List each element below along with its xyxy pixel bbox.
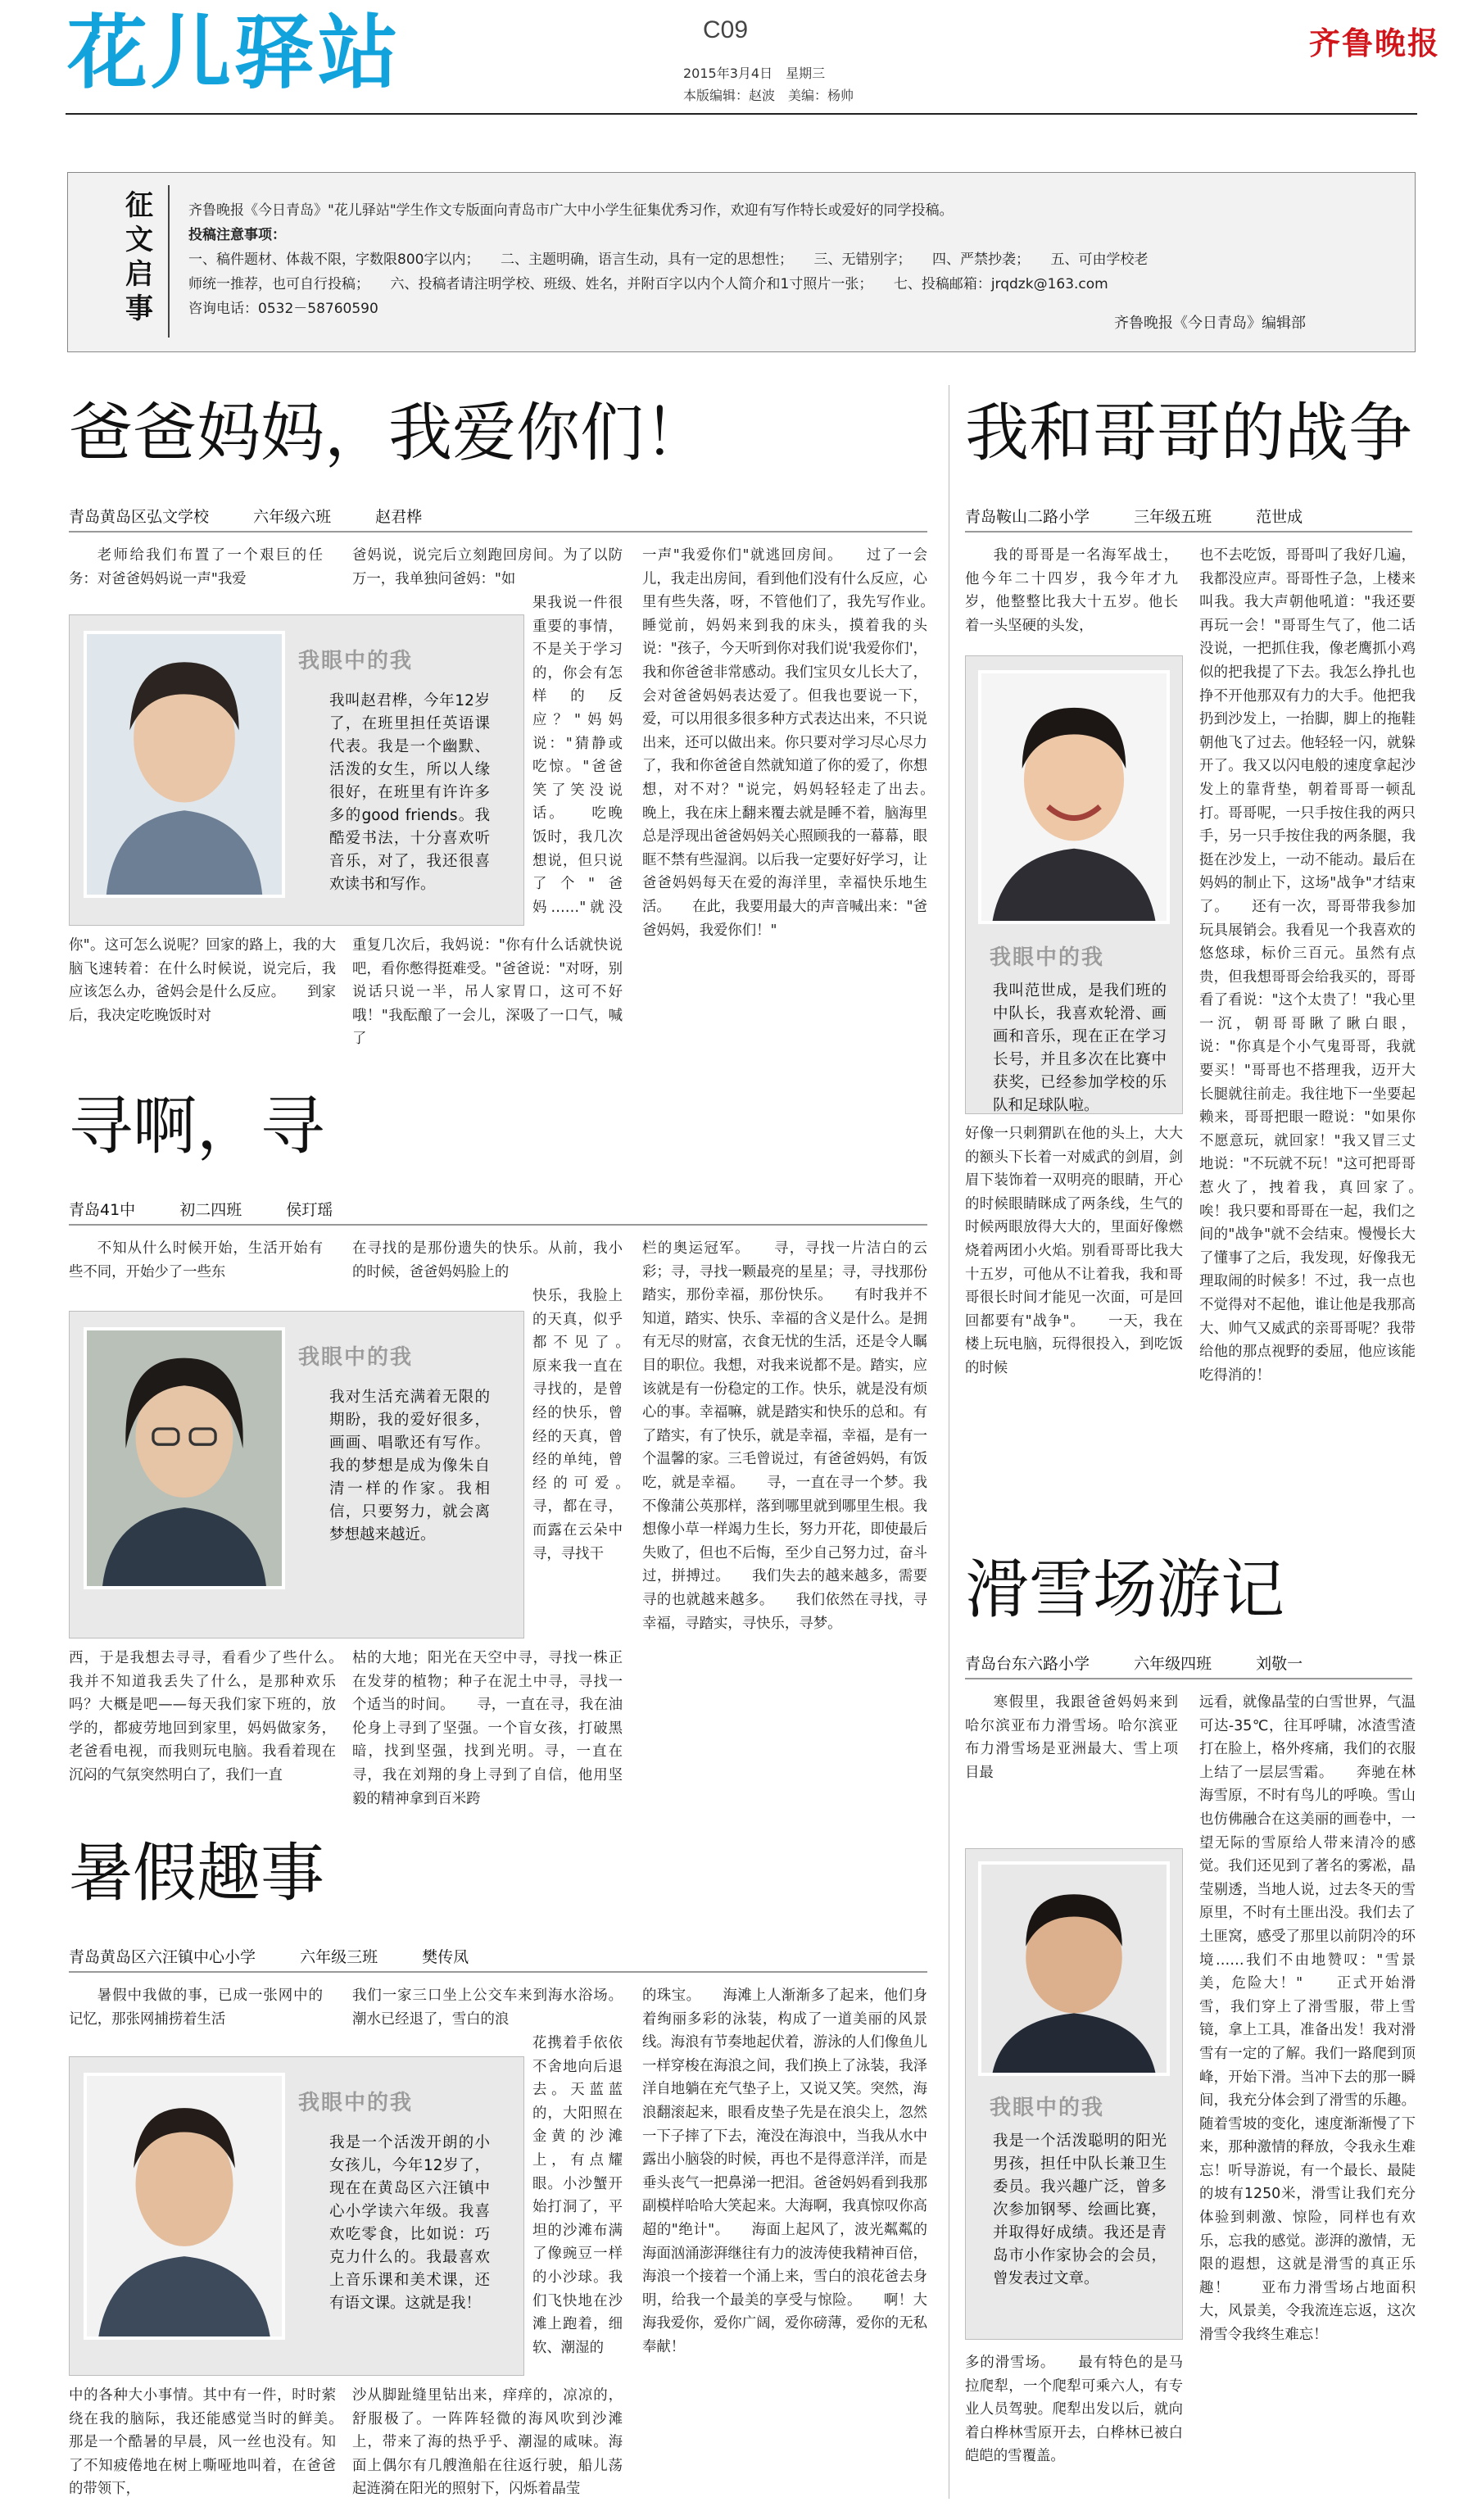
profile-title: 我眼中的我 <box>298 2091 414 2115</box>
byline-rule <box>69 531 927 533</box>
profile-text: 我叫赵君桦，今年12岁了，在班里担任英语课代表。我是一个幽默、活泼的女生，所以人缘很好，在班里有许许多多的good friends。我酷爱书法，十分喜欢听音乐，对了，我还很喜欢读书和写作。 <box>329 692 490 893</box>
editor-credits: 本版编辑：赵波 美编：杨帅 <box>683 88 854 103</box>
article-headline: 暑假趣事 <box>69 1837 325 1910</box>
byline-author: 赵君桦 <box>375 508 423 526</box>
article-body: 栏的奥运冠军。 寻，寻找一片洁白的云彩；寻，寻找一颗最亮的星星；寻，寻找那份踏实，那份幸福，那份快乐。 有时我并不知道，踏实、快乐、幸福的含义是什么。是拥有无尽的财富，衣食无忧的生活，还是令人瞩目的职位。我想，对我来说都不是。踏实，应该就是有一份稳定的工作。快乐，就是没有烦心的事。幸福嘛，就是踏实和快乐的总和。有了踏实，有了快乐，就是幸福，幸福，是有一个温馨的家。三毛曾说过，有爸爸妈妈，有饭吃，就是幸福。 寻，一直在寻一个梦。我不像蒲公英那样，落到哪里就到哪里生根。我想像小草一样竭力生长，努力开花，即使最后失败了，但也不后悔，至少自己努力过，奋斗过，拼搏过。 我们失去的越来越多，需要寻的也就越来越多。 我们依然在寻找，寻幸福，寻踏实，寻快乐，寻梦。 <box>642 1240 927 1632</box>
article-body: 一声"我爱你们"就逃回房间。 过了一会儿，我走出房间，看到他们没有什么反应，心里有些失落，呀，不管他们了，我先写作业。 睡觉前，妈妈来到我的床头，摸着我的头说："孩子，今天听到你对我们说'我爱你们'，我和你爸爸非常感动。我们宝贝女儿长大了，会对爸爸妈妈表达爱了。但我也要说一下，爱，可以用很多很多种方式表达出来，不只说出来，还可以做出来。你只要对学习尽心尽力了，我和你爸爸自然就知道了你的爱了，你想想，对不对？"说完，妈妈轻轻走了出去。 晚上，我在床上翻来覆去就是睡不着，脑海里总是浮现出爸爸妈妈关心照顾我的一幕幕，眼眶不禁有些湿润。以后我一定要好好学习，让爸爸妈妈每天在爱的海洋里，幸福快乐地生活。 在此，我要用最大的声音喊出来："爸爸妈妈，我爱你们！" <box>642 547 927 939</box>
byline-grade: 六年级六班 <box>253 508 332 526</box>
article-body: 果我说一件很重要的事情，不是关于学习的，你会有怎样的反应？"妈妈说："猜静或吃惊。"爸爸笑了笑没说话。 吃晚饭时，我几次想说，但只说了个"爸妈……"就没 <box>532 595 623 916</box>
student-photo <box>84 1327 285 1589</box>
article-body: 重复几次后，我妈说："你有什么话就快说吧，看你憋得挺难受。"爸爸说："对呀，别说话只说一半，吊人家胃口，这可不好哦！"我酝酿了一会儿，深吸了一口气，喊了 <box>352 937 623 1048</box>
notice-signature: 齐鲁晚报《今日青岛》编辑部 <box>1114 315 1306 332</box>
section-title: 花儿驿站 <box>67 7 402 100</box>
article-body: 暑假中我做的事，已成一张网中的记忆，那张网捕捞着生活 <box>69 1987 323 2028</box>
profile-title: 我眼中的我 <box>298 1345 414 1370</box>
article-byline <box>965 505 1342 527</box>
notice-label: 征文启事 <box>125 189 153 325</box>
notice-line: 齐鲁晚报《今日青岛》"花儿驿站"学生作文专版面向青岛市广大中小学生征集优秀习作，欢迎有写作特长或爱好的同学投稿。 <box>188 202 954 219</box>
article-body: 不知从什么时候开始，生活开始有些不同，开始少了一些东 <box>69 1240 323 1280</box>
article-body: 中的各种大小事情。其中有一件，时时萦绕在我的脑际，我还能感觉当时的鲜美。 那是一个酷暑的早晨，风一丝也没有。知了不知疲倦地在树上嘶哑地叫着，在爸爸的带领下， <box>69 2387 336 2498</box>
article-body: 我的哥哥是一名海军战士，他今年二十四岁，我今年才九岁，他整整比我大十五岁。他长着一头坚硬的头发， <box>965 547 1178 634</box>
profile-text: 我叫范世成，是我们班的中队长，我喜欢轮滑、画画和音乐，现在正在学习长号，并且多次在比赛中获奖，已经参加学校的乐队和足球队啦。 <box>993 982 1167 1114</box>
byline-grade: 六年级三班 <box>300 1948 378 1966</box>
byline-rule <box>69 1224 927 1226</box>
byline-author: 刘敬一 <box>1256 1655 1303 1673</box>
article-body: 枯的大地；阳光在天空中寻，寻找一株正在发芽的植物；种子在泥土中寻，寻找一个适当的时间。 寻，一直在寻，我在油伦身上寻到了坚强。一个盲女孩，打破黑暗，找到坚强，找到光明。寻，一直在寻，我在刘翔的身上寻到了自信，他用坚毅的精神拿到百米跨 <box>352 1650 623 1807</box>
article-body: 的珠宝。 海滩上人渐渐多了起来，他们身着绚丽多彩的泳装，构成了一道美丽的风景线。海浪有节奏地起伏着，游泳的人们像鱼儿一样穿梭在海浪之间，我们换上了泳装，我泽洋自地躺在充气垫子上，又说又笑。突然，海浪翻滚起来，眼看皮垫子先是在浪尖上，忽然一下子摔了下去，淹没在海浪中，当我从水中露出小脑袋的时候，再也不是得意洋洋，而是垂头丧气一把鼻涕一把泪。爸爸妈妈看到我那副模样哈哈大笑起来。大海啊，我真惊叹你高超的"绝计"。 海面上起风了，波光粼粼的海面汹涌澎湃继往有力的波涛使我精神百倍，海浪一个接着一个涌上来，雪白的浪花爸去身明，给我一个最美的享受与惊险。 啊！大海我爱你，爱你广阔，爱你磅薄，爱你的无私奉献！ <box>642 1987 927 2355</box>
article-body: 寒假里，我跟爸爸妈妈来到哈尔滨亚布力滑雪场。哈尔滨亚布力滑雪场是亚洲最大、雪上项目最 <box>965 1694 1178 1781</box>
byline-school: 青岛鞍山二路小学 <box>965 508 1090 526</box>
byline-grade: 三年级五班 <box>1134 508 1212 526</box>
student-photo <box>84 631 285 898</box>
byline-rule <box>965 1678 1412 1679</box>
article-byline <box>69 505 461 527</box>
byline-school: 青岛黄岛区六汪镇中心小学 <box>69 1948 256 1966</box>
byline-author: 范世成 <box>1256 508 1303 526</box>
article-body: 快乐，我脸上的天真，似乎都不见了。 原来我一直在寻找的，是曾经的快乐，曾经的天真，曾经的单纯，曾经的可爱。 寻，都在寻，而露在云朵中寻，寻找干 <box>532 1288 623 1562</box>
notice-line: 一、稿件题材、体裁不限，字数限800字以内； 二、主题明确，语言生动，具有一定的思想性； 三、无错别字； 四、严禁抄袭； 五、可由学校老 <box>188 252 1149 268</box>
article-body: 在寻找的是那份遗失的快乐。从前，我小的时候，爸爸妈妈脸上的 <box>352 1240 623 1280</box>
student-photo <box>978 670 1170 924</box>
student-photo <box>978 1861 1170 2076</box>
byline-school: 青岛41中 <box>69 1201 136 1219</box>
profile-title: 我眼中的我 <box>990 945 1105 970</box>
article-byline <box>69 1198 372 1220</box>
byline-grade: 六年级四班 <box>1134 1655 1212 1673</box>
article-body: 爸妈说，说完后立刻跑回房间。为了以防万一，我单独问爸妈："如 <box>352 547 623 587</box>
byline-grade: 初二四班 <box>179 1201 242 1219</box>
article-body: 沙从脚趾缝里钻出来，痒痒的，凉凉的，舒服极了。一阵阵轻微的海风吹到沙滩上，带来了海的热乎乎、潮湿的咸味。海面上偶尔有几艘渔船在往返行驶，船儿荡起涟漪在阳光的照射下，闪烁着晶莹 <box>352 2387 623 2498</box>
page-number: C09 <box>703 16 749 43</box>
byline-school: 青岛台东六路小学 <box>965 1655 1090 1673</box>
profile-title: 我眼中的我 <box>990 2096 1105 2120</box>
profile-text: 我对生活充满着无限的期盼，我的爱好很多，画画、唱歌还有写作。我的梦想是成为像朱自清一样的作家。我相信，只要努力，就会离梦想越来越近。 <box>329 1389 490 1543</box>
article-byline <box>965 1652 1342 1674</box>
article-headline: 爸爸妈妈，我爱你们！ <box>69 397 709 470</box>
article-byline <box>69 1945 508 1967</box>
issue-date: 2015年3月4日 星期三 <box>683 66 826 81</box>
notice-line: 咨询电话：0532－58760590 <box>188 301 378 317</box>
byline-author: 侯玎瑶 <box>286 1201 333 1219</box>
article-body: 多的滑雪场。 最有特色的是马拉爬犁，一个爬犁可乘六人，有专业人员驾驶。爬犁出发以后，就向着白桦林雪原开去，白桦林已被白皑皑的雪覆盖。 <box>965 2355 1183 2465</box>
article-headline: 滑雪场游记 <box>965 1553 1285 1627</box>
notice-line: 投稿注意事项： <box>188 227 286 243</box>
profile-text: 我是一个活泼开朗的小女孩儿，今年12岁了，现在在黄岛区六汪镇中心小学读六年级。我喜欢吃零食，比如说：巧克力什么的。我最喜欢上音乐课和美术课，还有语文课。这就是我！ <box>329 2134 490 2312</box>
newspaper-logo: 齐鲁晚报 <box>1309 25 1441 61</box>
byline-author: 樊传凤 <box>422 1948 469 1966</box>
notice-body <box>188 198 1360 321</box>
article-body: 西，于是我想去寻寻，看看少了些什么。 我并不知道我丢失了什么，是那种欢乐吗？大概是吧——每天我们家下班的，放学的，都疲劳地回到家里，妈妈做家务，老爸看电视，而我则玩电脑。我看着现在沉闷的气氛突然明白了，我们一直 <box>69 1650 336 1783</box>
article-body: 也不去吃饭，哥哥叫了我好几遍，我都没应声。哥哥性子急，上楼来叫我。我大声朝他吼道："我还要再玩一会！"哥哥生气了，他二话没说，一把抓住我，像老鹰抓小鸡似的把我提了下去。我怎么挣扎也挣不开他那双有力的大手。他把我扔到沙发上，一抬脚，脚上的拖鞋朝他飞了过去。他轻轻一闪，就躲开了。我又以闪电般的速度拿起沙发上的靠背垫，朝着哥哥一顿乱打。哥哥呢，一只手按住我的两只手，另一只手按住我的两条腿，我挺在沙发上，一动不能动。最后在妈妈的制止下，这场"战争"才结束了。 还有一次，哥哥带我参加玩具展销会。我看见一个我喜欢的悠悠球，标价三百元。虽然有点贵，但我想哥哥会给我买的，哥哥看了看说："这个太贵了！"我心里一沉，朝哥哥瞅了瞅白眼，说："你真是个小气鬼哥哥，我就要买！"哥哥也不搭理我，迈开大长腿就往前走。我往地下一坐要起赖来，哥哥把眼一瞪说："如果你不愿意玩，就回家！"我又冒三丈地说："不玩就不玩！"这可把哥哥惹火了，拽着我，真回家了。 唉！我只要和哥哥在一起，我们之间的"战争"就不会结束。慢慢长大了懂事了之后，我发现，好像我无理取闹的时候多！不过，我一点也不觉得对不起他，谁让他是我那高大、帅气又威武的亲哥哥呢？我带给他的那点视野的委屈，他应该能吃得消的！ <box>1199 547 1416 1384</box>
article-body: 我们一家三口坐上公交车来到海水浴场。潮水已经退了，雪白的浪 <box>352 1987 623 2028</box>
notice-divider <box>168 185 170 338</box>
article-headline: 寻啊，寻 <box>69 1090 325 1163</box>
article-body: 花携着手依依不舍地向后退去。天蓝蓝的，大阳照在金黄的沙滩上，有点耀眼。小沙蟹开始打洞了，平坦的沙滩布满了像豌豆一样的小沙球。我们飞快地在沙滩上跑着，细软、潮湿的 <box>532 2035 623 2356</box>
byline-rule <box>965 531 1412 533</box>
article-body: 好像一只刺猬趴在他的头上，大大的额头下长着一对威武的剑眉，剑眉下装饰着一双明亮的眼睛，开心的时候眼睛眯成了两条线，生气的时候两眼放得大大的，里面好像燃烧着两团小火焰。别看哥哥比我大十五岁，可他从不让着我，我和哥哥很长时间才能见一次面，可是回回都要有"战争"。 一天，我在楼上玩电脑，玩得很投入，到吃饭的时候 <box>965 1126 1183 1376</box>
byline-school: 青岛黄岛区弘文学校 <box>69 508 210 526</box>
masthead-divider <box>66 113 1417 115</box>
article-headline: 我和哥哥的战争 <box>965 397 1413 470</box>
portrait-icon <box>87 2076 282 2336</box>
portrait-icon <box>981 673 1167 921</box>
article-body: 远看，就像晶莹的白雪世界，气温可达-35℃，往耳呼啸，冰渣雪渣打在脸上，格外疼痛，我们的衣服上结了一层层雪霜。 奔驰在林海雪原，不时有鸟儿的呼唤。雪山也仿佛融合在这美丽的画卷中，一望无际的雪原给人带来清冷的感觉。我们还见到了著名的雾凇，晶莹剔透，当地人说，过去冬天的雪原里，不时有土匪出没。我们去了土匪窝，感受了那里以前阴冷的环境……我们不由地赞叹："雪景美，危险大！" 正式开始滑雪，我们穿上了滑雪服，带上雪镜，拿上工具，准备出发！我对滑雪有一定的了解。我们一路爬到顶峰，开始下滑。当冲下去的那一瞬间，我充分体会到了滑雪的乐趣。随着雪坡的变化，速度渐渐慢了下来，那种激情的释放，令我永生难忘！听导游说，有一个最长、最陡的坡有1250米，滑雪让我们充分体验到刺激、惊险，同样也有欢乐，忘我的感觉。澎湃的激情，无限的遐想，这就是滑雪的真正乐趣！ 亚布力滑雪场占地面积大，风景美，令我流连忘返，这次滑雪令我终生难忘！ <box>1199 1694 1416 2344</box>
portrait-icon <box>981 1865 1167 2073</box>
article-body: 你"。这可怎么说呢？回家的路上，我的大脑飞速转着：在什么时候说，说完后，我应该怎么办，爸妈会是什么反应。 到家后，我决定吃晚饭时对 <box>69 937 336 1024</box>
portrait-icon <box>87 1330 282 1586</box>
portrait-icon <box>87 634 282 895</box>
profile-text: 我是一个活泼聪明的阳光男孩，担任中队长兼卫生委员。我兴趣广泛，曾多次参加钢琴、绘画比赛，并取得好成绩。我还是青岛市小作家协会的会员，曾发表过文章。 <box>993 2132 1167 2287</box>
article-body: 老师给我们布置了一个艰巨的任务：对爸爸妈妈说一声"我爱 <box>69 547 323 587</box>
byline-rule <box>69 1971 927 1973</box>
notice-line: 师统一推荐，也可自行投稿； 六、投稿者请注明学校、班级、姓名，并附百字以内个人简介和1寸照片一张； 七、投稿邮箱：jrqdzk@163.com <box>188 276 1108 292</box>
student-photo <box>84 2073 285 2340</box>
profile-title: 我眼中的我 <box>298 649 414 673</box>
